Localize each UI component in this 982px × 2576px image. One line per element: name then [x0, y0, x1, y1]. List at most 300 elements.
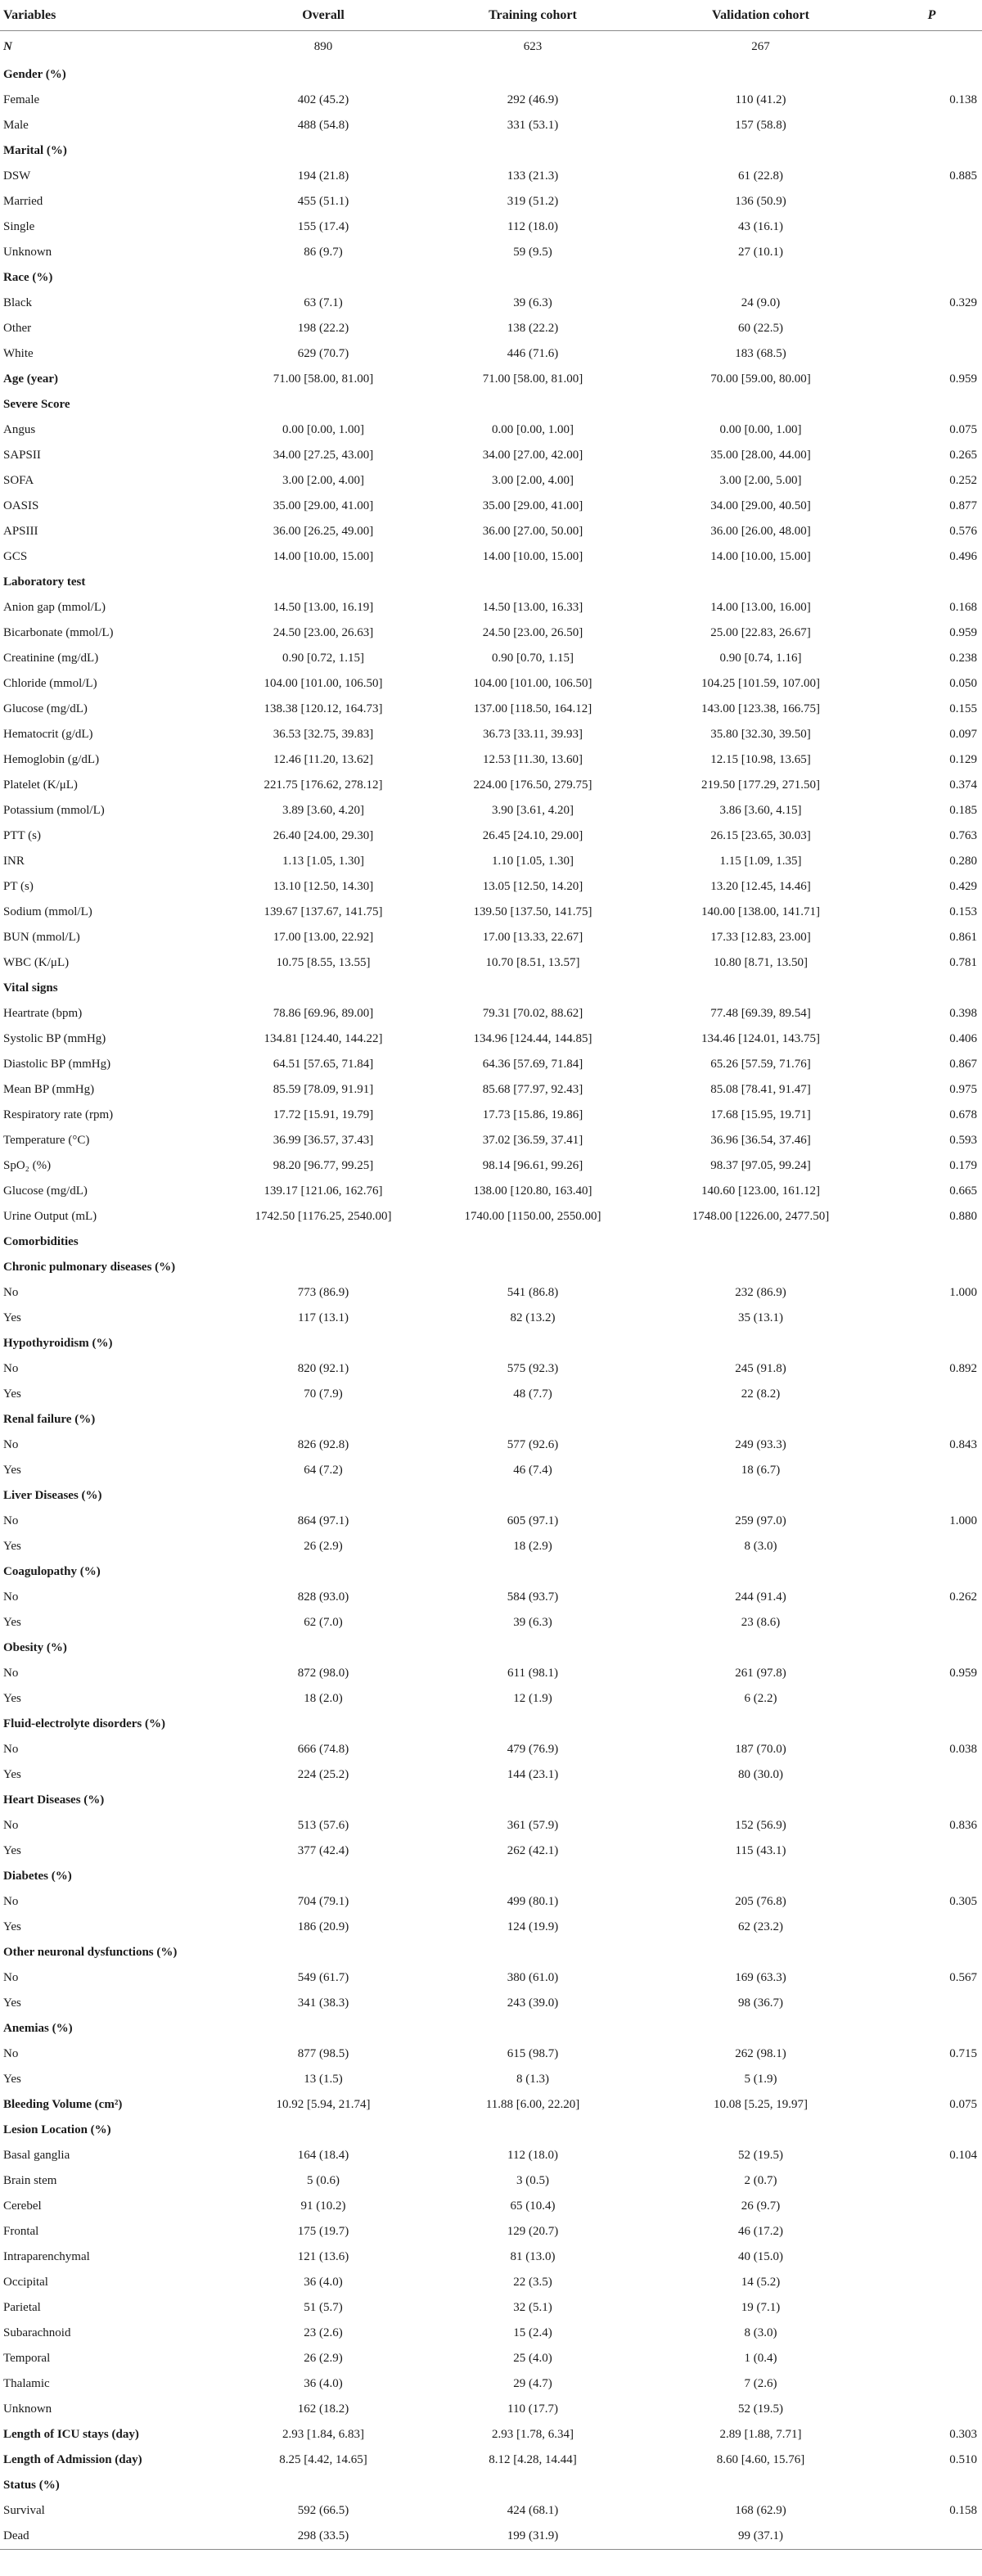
overall-cell: 820 (92.1)	[297, 1362, 349, 1375]
variable-label: White	[3, 347, 34, 360]
variable-label: Cerebel	[3, 2199, 42, 2213]
table-row	[0, 671, 982, 697]
validation-cell: 219.50 [177.29, 271.50]	[701, 778, 820, 792]
p-value-cell: 0.678	[949, 1108, 977, 1121]
table-row	[0, 1179, 982, 1204]
validation-cell: 65.26 [57.59, 71.76]	[710, 1058, 811, 1071]
group-label: Renal failure (%)	[3, 1413, 96, 1426]
p-value-cell	[881, 1610, 982, 1635]
training-cell: 82 (13.2)	[510, 1311, 556, 1324]
validation-cell: 183 (68.5)	[735, 347, 786, 360]
training-cell: 35.00 [29.00, 41.00]	[482, 499, 583, 512]
p-value-cell	[881, 2397, 982, 2422]
variable-label: Creatinine (mg/dL)	[3, 652, 99, 665]
overall-cell: 629 (70.7)	[297, 347, 349, 360]
overall-cell: 98.20 [96.77, 99.25]	[273, 1159, 374, 1172]
training-cell: 22 (3.5)	[513, 2276, 552, 2289]
variable-label: Thalamic	[3, 2377, 50, 2390]
p-value-cell: 0.715	[949, 2047, 977, 2060]
variable-label: N	[3, 39, 12, 53]
variable-label: Yes	[3, 1387, 21, 1401]
p-value-cell: 0.252	[949, 474, 977, 487]
validation-cell: 2 (0.7)	[744, 2174, 777, 2187]
training-cell: 2.93 [1.78, 6.34]	[492, 2428, 574, 2441]
variable-label: WBC (K/μL)	[3, 956, 70, 969]
p-value-cell: 0.155	[949, 702, 977, 715]
overall-cell: 513 (57.6)	[297, 1819, 349, 1832]
training-cell: 39 (6.3)	[513, 1616, 552, 1629]
table-row	[0, 113, 982, 138]
table-row	[0, 1838, 982, 1864]
variable-label: No	[3, 2047, 19, 2060]
p-value-cell	[881, 2067, 982, 2092]
table-row	[0, 2295, 982, 2321]
validation-cell: 267	[751, 39, 770, 53]
table-row	[0, 2244, 982, 2270]
table-row	[0, 468, 982, 494]
variable-label: Yes	[3, 1616, 21, 1629]
overall-cell: 36 (4.0)	[304, 2276, 343, 2289]
training-cell: 319 (51.2)	[507, 195, 559, 208]
p-value-cell	[881, 240, 982, 265]
p-value-cell: 0.158	[949, 2504, 977, 2517]
validation-cell: 43 (16.1)	[738, 220, 783, 233]
training-cell: 611 (98.1)	[507, 1667, 558, 1680]
p-value-cell: 0.303	[949, 2428, 977, 2441]
p-value-cell	[881, 113, 982, 138]
validation-cell: 19 (7.1)	[741, 2301, 781, 2314]
variable-label: Temporal	[3, 2352, 51, 2365]
overall-cell: 341 (38.3)	[297, 1996, 349, 2010]
variable-label: Urine Output (mL)	[3, 1210, 97, 1223]
table-row	[0, 240, 982, 265]
variable-label: PTT (s)	[3, 829, 41, 842]
training-cell: 85.68 [77.97, 92.43]	[482, 1083, 583, 1096]
overall-cell: 666 (74.8)	[297, 1743, 349, 1756]
table-group-row	[0, 2118, 982, 2143]
group-label: Coagulopathy (%)	[3, 1565, 101, 1578]
p-value-cell: 0.959	[949, 372, 977, 386]
validation-cell: 98 (36.7)	[738, 1996, 783, 2010]
p-value-cell: 0.050	[949, 677, 977, 690]
validation-cell: 0.00 [0.00, 1.00]	[719, 423, 802, 436]
training-cell: 224.00 [176.50, 279.75]	[473, 778, 592, 792]
p-value-cell	[881, 341, 982, 367]
training-cell: 623	[523, 39, 543, 53]
table-row	[0, 1382, 982, 1407]
overall-cell: 221.75 [176.62, 278.12]	[264, 778, 383, 792]
validation-cell: 8.60 [4.60, 15.76]	[716, 2453, 805, 2466]
p-value-cell: 0.567	[949, 1971, 977, 1984]
variable-label: Yes	[3, 2073, 21, 2086]
validation-cell: 169 (63.3)	[735, 1971, 786, 1984]
training-cell: 39 (6.3)	[513, 296, 552, 309]
training-cell: 25 (4.0)	[513, 2352, 552, 2365]
training-cell: 15 (2.4)	[513, 2326, 552, 2339]
table-row	[0, 2371, 982, 2397]
validation-cell: 98.37 [97.05, 99.24]	[710, 1159, 811, 1172]
validation-cell: 40 (15.0)	[738, 2250, 783, 2263]
variable-label: Yes	[3, 1311, 21, 1324]
training-cell: 11.88 [6.00, 22.20]	[485, 2098, 580, 2111]
overall-cell: 139.17 [121.06, 162.76]	[264, 1184, 383, 1198]
table-row	[0, 316, 982, 341]
p-value-cell	[881, 214, 982, 240]
validation-cell: 2.89 [1.88, 7.71]	[719, 2428, 802, 2441]
table-row	[0, 1153, 982, 1179]
table-group-row	[0, 392, 982, 417]
table-row	[0, 595, 982, 620]
table-row	[0, 2092, 982, 2118]
variable-label: Glucose (mg/dL)	[3, 702, 88, 715]
table-row	[0, 189, 982, 214]
p-value-cell: 0.305	[949, 1895, 977, 1908]
overall-cell: 10.75 [8.55, 13.55]	[276, 956, 371, 969]
validation-cell: 61 (22.8)	[738, 169, 783, 183]
validation-cell: 1.15 [1.09, 1.35]	[719, 855, 802, 868]
overall-cell: 8.25 [4.42, 14.65]	[279, 2453, 367, 2466]
validation-cell: 12.15 [10.98, 13.65]	[710, 753, 811, 766]
table-row	[0, 2168, 982, 2194]
p-value-cell: 0.836	[949, 1819, 977, 1832]
overall-cell: 17.72 [15.91, 19.79]	[273, 1108, 374, 1121]
header-row	[0, 0, 982, 31]
training-cell: 3.90 [3.61, 4.20]	[492, 804, 574, 817]
p-value-cell: 0.329	[949, 296, 977, 309]
table-body	[0, 31, 982, 2550]
table-row	[0, 1306, 982, 1331]
validation-cell: 8 (3.0)	[744, 1540, 777, 1553]
table-group-row	[0, 1635, 982, 1661]
group-label: Comorbidities	[3, 1235, 79, 1248]
training-cell: 36.00 [27.00, 50.00]	[482, 525, 583, 538]
validation-cell: 245 (91.8)	[735, 1362, 786, 1375]
table-row	[0, 1280, 982, 1306]
validation-cell: 3.86 [3.60, 4.15]	[719, 804, 802, 817]
validation-cell: 14.00 [10.00, 15.00]	[710, 550, 811, 563]
variable-label: Frontal	[3, 2225, 39, 2238]
validation-cell: 24 (9.0)	[741, 296, 781, 309]
variable-label: SAPSII	[3, 449, 41, 462]
variable-label: Sodium (mmol/L)	[3, 905, 92, 918]
validation-cell: 36.96 [36.54, 37.46]	[710, 1134, 811, 1147]
group-label: Marital (%)	[3, 144, 67, 157]
variable-label: SOFA	[3, 474, 34, 487]
training-cell: 48 (7.7)	[513, 1387, 552, 1401]
overall-cell: 1.13 [1.05, 1.30]	[282, 855, 364, 868]
validation-cell: 115 (43.1)	[735, 1844, 786, 1857]
variable-label: Female	[3, 93, 40, 106]
table-group-row	[0, 1229, 982, 1255]
validation-cell: 8 (3.0)	[744, 2326, 777, 2339]
training-cell: 17.00 [13.33, 22.67]	[482, 931, 583, 944]
validation-cell: 10.08 [5.25, 19.97]	[714, 2098, 808, 2111]
validation-cell: 35.00 [28.00, 44.00]	[710, 449, 811, 462]
table-row	[0, 1889, 982, 1915]
table-row	[0, 214, 982, 240]
training-cell: 3.00 [2.00, 4.00]	[492, 474, 574, 487]
validation-cell: 136 (50.9)	[735, 195, 786, 208]
p-value-cell: 1.000	[949, 1286, 977, 1299]
variable-label: Temperature (°C)	[3, 1134, 90, 1147]
overall-cell: 488 (54.8)	[297, 119, 349, 132]
overall-cell: 71.00 [58.00, 81.00]	[273, 372, 374, 386]
table-group-row	[0, 1940, 982, 1965]
validation-cell: 13.20 [12.45, 14.46]	[710, 880, 811, 893]
p-value-cell	[881, 189, 982, 214]
overall-cell: 377 (42.4)	[297, 1844, 349, 1857]
variable-label: Diastolic BP (mmHg)	[3, 1058, 111, 1071]
variable-label: Black	[3, 296, 32, 309]
validation-cell: 134.46 [124.01, 143.75]	[701, 1032, 820, 1045]
validation-cell: 35 (13.1)	[738, 1311, 783, 1324]
training-cell: 65 (10.4)	[510, 2199, 556, 2213]
variable-label: Yes	[3, 1692, 21, 1705]
variable-label: Hematocrit (g/dL)	[3, 728, 93, 741]
table-row	[0, 2397, 982, 2422]
validation-cell: 34.00 [29.00, 40.50]	[710, 499, 811, 512]
overall-cell: 186 (20.9)	[297, 1920, 349, 1933]
variable-label: Hemoglobin (g/dL)	[3, 753, 100, 766]
variable-label: INR	[3, 855, 25, 868]
training-cell: 14.50 [13.00, 16.33]	[482, 601, 583, 614]
overall-cell: 36.99 [36.57, 37.43]	[273, 1134, 374, 1147]
table-row	[0, 1458, 982, 1483]
variable-label: PT (s)	[3, 880, 34, 893]
validation-cell: 152 (56.9)	[735, 1819, 786, 1832]
variable-label: SpO₂ (%)	[3, 1159, 52, 1172]
overall-cell: 224 (25.2)	[297, 1768, 349, 1781]
variable-label: Glucose (mg/dL)	[3, 1184, 88, 1198]
training-cell: 584 (93.7)	[507, 1590, 559, 1604]
variable-label: GCS	[3, 550, 28, 563]
overall-cell: 13.10 [12.50, 14.30]	[273, 880, 374, 893]
training-cell: 243 (39.0)	[507, 1996, 559, 2010]
overall-cell: 0.90 [0.72, 1.15]	[282, 652, 364, 665]
overall-cell: 5 (0.6)	[307, 2174, 340, 2187]
overall-cell: 134.81 [124.40, 144.22]	[264, 1032, 383, 1045]
training-cell: 13.05 [12.50, 14.20]	[482, 880, 583, 893]
p-value-cell: 0.138	[949, 93, 977, 106]
variable-label: Subarachnoid	[3, 2326, 71, 2339]
validation-cell: 104.25 [101.59, 107.00]	[701, 677, 820, 690]
validation-cell: 259 (97.0)	[735, 1514, 786, 1527]
variable-label: Angus	[3, 423, 36, 436]
training-cell: 424 (68.1)	[507, 2504, 559, 2517]
table-row	[0, 798, 982, 823]
overall-cell: 26 (2.9)	[304, 2352, 343, 2365]
training-cell: 29 (4.7)	[513, 2377, 552, 2390]
validation-cell: 17.68 [15.95, 19.71]	[710, 1108, 811, 1121]
validation-cell: 52 (19.5)	[738, 2402, 783, 2416]
validation-cell: 80 (30.0)	[738, 1768, 783, 1781]
table-row	[0, 1762, 982, 1788]
table-row	[0, 900, 982, 925]
training-cell: 79.31 [70.02, 88.62]	[482, 1007, 583, 1020]
validation-cell: 10.80 [8.71, 13.50]	[714, 956, 808, 969]
validation-cell: 1748.00 [1226.00, 2477.50]	[691, 1210, 830, 1223]
training-cell: 615 (98.7)	[507, 2047, 559, 2060]
p-value-cell	[881, 1534, 982, 1559]
group-label: Liver Diseases (%)	[3, 1489, 102, 1502]
p-value-cell	[881, 2321, 982, 2346]
training-cell: 14.00 [10.00, 15.00]	[482, 550, 583, 563]
group-label: Severe Score	[3, 398, 70, 411]
overall-cell: 70 (7.9)	[304, 1387, 343, 1401]
table-row	[0, 1661, 982, 1686]
overall-cell: 36.53 [32.75, 39.83]	[273, 728, 374, 741]
overall-cell: 51 (5.7)	[304, 2301, 343, 2314]
validation-cell: 140.00 [138.00, 141.71]	[701, 905, 820, 918]
validation-cell: 232 (86.9)	[735, 1286, 786, 1299]
training-cell: 380 (61.0)	[507, 1971, 559, 1984]
table-row	[0, 1128, 982, 1153]
table-row	[0, 2143, 982, 2168]
validation-cell: 25.00 [22.83, 26.67]	[710, 626, 811, 639]
variable-label: No	[3, 1362, 19, 1375]
table-row	[0, 1610, 982, 1635]
training-cell: 64.36 [57.69, 71.84]	[482, 1058, 583, 1071]
p-value-cell	[881, 1915, 982, 1940]
group-label: Fluid-electrolyte disorders (%)	[3, 1717, 166, 1730]
training-cell: 112 (18.0)	[507, 220, 558, 233]
group-label: Anemias (%)	[3, 2022, 73, 2035]
table-row	[0, 2346, 982, 2371]
table-header	[0, 0, 982, 31]
p-value-cell	[881, 1382, 982, 1407]
training-cell: 3 (0.5)	[516, 2174, 549, 2187]
validation-cell: 17.33 [12.83, 23.00]	[710, 931, 811, 944]
header-validation-cohort: Validation cohort	[640, 0, 881, 31]
training-cell: 36.73 [33.11, 39.93]	[483, 728, 583, 741]
table-row	[0, 1813, 982, 1838]
validation-cell: 99 (37.1)	[640, 2524, 881, 2550]
p-value-cell: 0.168	[949, 601, 977, 614]
variable-label: No	[3, 1971, 19, 1984]
variable-label: Other	[3, 322, 32, 335]
table-row	[0, 2321, 982, 2346]
overall-cell: 85.59 [78.09, 91.91]	[273, 1083, 374, 1096]
overall-cell: 36.00 [26.25, 49.00]	[273, 525, 374, 538]
training-cell: 262 (42.1)	[507, 1844, 559, 1857]
variable-label: Dead	[0, 2524, 221, 2550]
p-value-cell: 1.000	[949, 1514, 977, 1527]
table-row	[0, 2041, 982, 2067]
p-value-cell: 0.843	[949, 1438, 977, 1451]
p-value-cell: 0.576	[949, 525, 977, 538]
validation-cell: 261 (97.8)	[735, 1667, 786, 1680]
p-value-cell: 0.238	[949, 652, 977, 665]
validation-cell: 262 (98.1)	[735, 2047, 786, 2060]
p-value-cell: 0.374	[949, 778, 977, 792]
training-cell: 479 (76.9)	[507, 1743, 559, 1756]
p-value-cell	[881, 31, 982, 63]
table-row	[0, 2524, 982, 2550]
validation-cell: 3.00 [2.00, 5.00]	[719, 474, 802, 487]
validation-cell: 70.00 [59.00, 80.00]	[710, 372, 811, 386]
header-p-value: P	[881, 0, 982, 31]
table-row	[0, 1991, 982, 2016]
overall-cell: 0.00 [0.00, 1.00]	[282, 423, 364, 436]
variable-label: Age (year)	[3, 372, 59, 386]
p-value-cell: 0.959	[949, 1667, 977, 1680]
overall-cell: 828 (93.0)	[297, 1590, 349, 1604]
variable-label: Potassium (mmol/L)	[3, 804, 105, 817]
training-cell: 34.00 [27.00, 42.00]	[482, 449, 583, 462]
training-cell: 0.00 [0.00, 1.00]	[492, 423, 574, 436]
table-group-row	[0, 1788, 982, 1813]
validation-cell: 14.00 [13.00, 16.00]	[710, 601, 811, 614]
overall-cell: 175 (19.7)	[297, 2225, 349, 2238]
variable-label: Yes	[3, 1996, 21, 2010]
variable-label: Single	[3, 220, 35, 233]
variable-label: BUN (mmol/L)	[3, 931, 80, 944]
training-cell: 10.70 [8.51, 13.57]	[485, 956, 580, 969]
training-cell: 1.10 [1.05, 1.30]	[492, 855, 574, 868]
table-row	[0, 88, 982, 113]
variable-label: No	[3, 1819, 19, 1832]
overall-cell: 872 (98.0)	[297, 1667, 349, 1680]
p-value-cell: 0.097	[949, 728, 977, 741]
table-group-row	[0, 1255, 982, 1280]
table-group-row	[0, 570, 982, 595]
variable-label: Male	[3, 119, 29, 132]
training-cell: 129 (20.7)	[507, 2225, 559, 2238]
table-group-row	[0, 1407, 982, 1432]
p-value-cell: 0.510	[949, 2453, 977, 2466]
table-group-row	[0, 265, 982, 291]
group-label: Chronic pulmonary diseases (%)	[3, 1261, 176, 1274]
training-cell: 32 (5.1)	[513, 2301, 552, 2314]
p-value-cell	[881, 2346, 982, 2371]
table-row	[0, 1103, 982, 1128]
validation-cell: 1 (0.4)	[744, 2352, 777, 2365]
overall-cell: 91 (10.2)	[300, 2199, 346, 2213]
table-row	[0, 2270, 982, 2295]
training-cell: 133 (21.3)	[507, 169, 559, 183]
variable-label: No	[3, 1286, 19, 1299]
validation-cell: 22 (8.2)	[741, 1387, 781, 1401]
validation-cell: 249 (93.3)	[735, 1438, 786, 1451]
group-label: Diabetes (%)	[3, 1870, 72, 1883]
p-value-cell: 0.262	[949, 1590, 977, 1604]
overall-cell: 64.51 [57.65, 71.84]	[273, 1058, 374, 1071]
p-value-cell: 0.075	[949, 2098, 977, 2111]
p-value-cell	[881, 316, 982, 341]
table-row	[0, 2447, 982, 2473]
variable-label: Yes	[3, 1844, 21, 1857]
group-label: Hypothyroidism (%)	[3, 1337, 113, 1350]
table-group-row	[0, 1331, 982, 1356]
training-cell: 292 (46.9)	[507, 93, 559, 106]
p-value-cell	[881, 2194, 982, 2219]
header-variables: Variables	[0, 0, 221, 31]
group-label: Gender (%)	[3, 68, 66, 81]
validation-cell: 110 (41.2)	[735, 93, 786, 106]
p-value-cell	[881, 2244, 982, 2270]
table-row	[0, 544, 982, 570]
overall-cell: 26.40 [24.00, 29.30]	[273, 829, 374, 842]
overall-cell: 117 (13.1)	[298, 1311, 349, 1324]
table-row	[0, 367, 982, 392]
overall-cell: 3.00 [2.00, 4.00]	[282, 474, 364, 487]
variable-label: No	[3, 1743, 19, 1756]
training-cell: 59 (9.5)	[513, 246, 552, 259]
training-cell: 199 (31.9)	[426, 2524, 640, 2550]
overall-cell: 14.00 [10.00, 15.00]	[273, 550, 374, 563]
training-cell: 0.90 [0.70, 1.15]	[492, 652, 574, 665]
table-group-row	[0, 976, 982, 1001]
